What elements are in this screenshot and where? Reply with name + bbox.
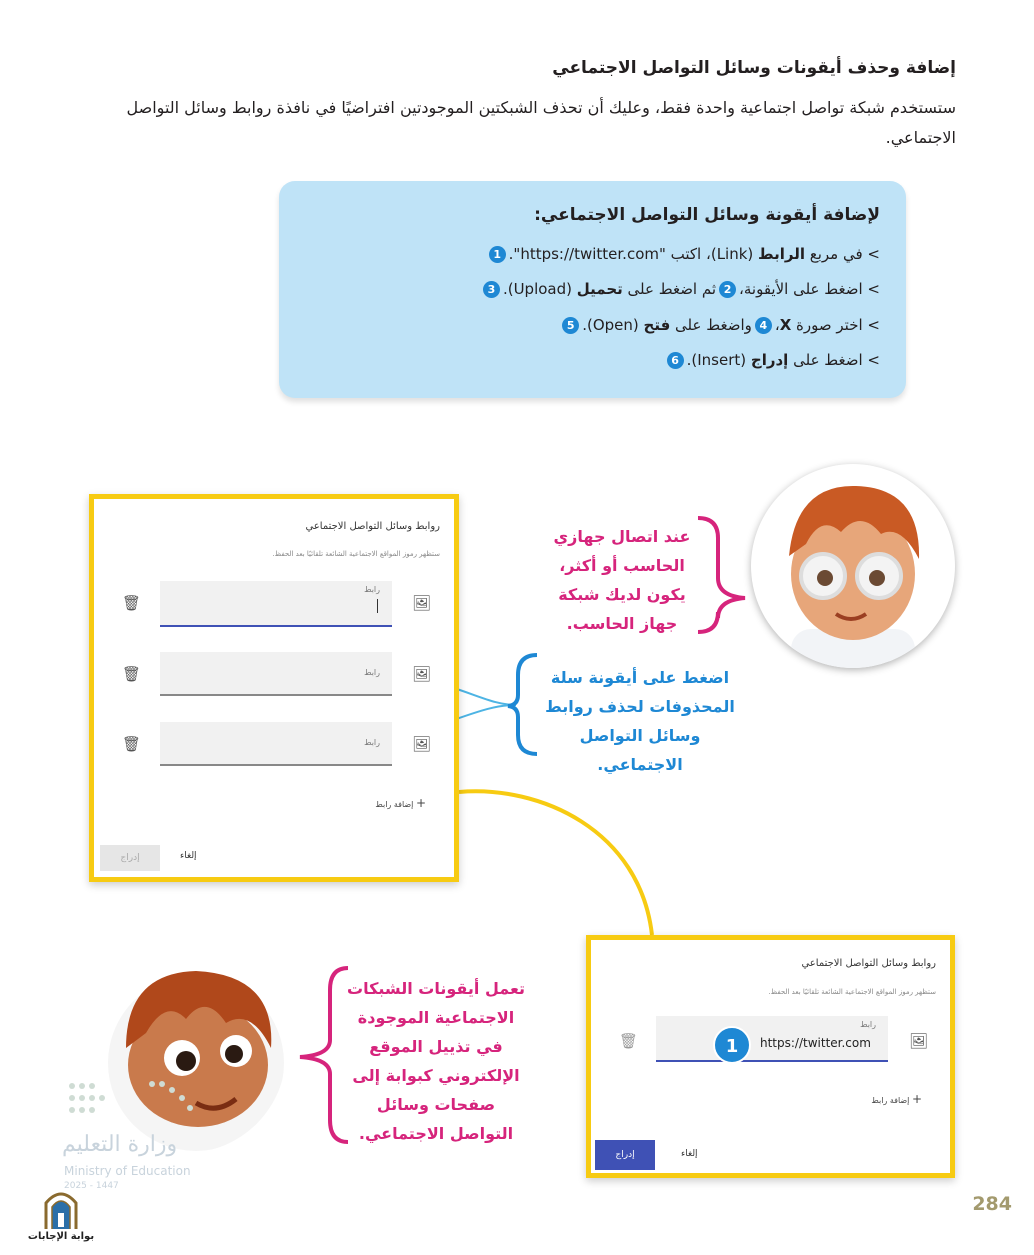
field-label: رابط — [364, 585, 380, 594]
boy-character-glasses — [751, 464, 955, 668]
field-label: رابط — [860, 1020, 876, 1029]
dialog-subtitle: ستظهر رموز المواقع الاجتماعية الشائعة تلقائيًا بعد الحفظ. — [272, 550, 440, 558]
callout-network: عند اتصال جهازي الحاسب أو أكثر، يكون لديك شبكة جهاز الحاسب. — [553, 527, 691, 633]
link-field-1[interactable] — [160, 581, 392, 627]
field-label: رابط — [364, 738, 380, 747]
trash-icon[interactable]: 🗑 — [122, 735, 142, 753]
dialog-title: روابط وسائل التواصل الاجتماعي — [801, 958, 936, 969]
ministry-name-arabic: وزارة التعليم — [62, 1132, 178, 1157]
portal-gate-icon — [22, 1185, 100, 1231]
instruction-step-1: > في مربع الرابط (Link)، اكتب "https://twitter.com".1 — [486, 245, 880, 263]
dialog-subtitle: ستظهر رموز المواقع الاجتماعية الشائعة تلقائيًا بعد الحفظ. — [768, 988, 936, 996]
add-link-label: إضافة رابط — [871, 1096, 910, 1105]
page-number: 284 — [972, 1193, 1012, 1215]
trash-icon[interactable]: 🗑 — [122, 594, 142, 612]
add-link-button[interactable] — [871, 1092, 922, 1106]
social-links-dialog-filled — [586, 935, 955, 1178]
insert-button[interactable]: إدراج — [100, 845, 160, 871]
field-label: رابط — [364, 668, 380, 677]
link-field-twitter[interactable] — [656, 1016, 888, 1062]
instructions-title: لإضافة أيقونة وسائل التواصل الاجتماعي: — [534, 205, 880, 225]
step-number-badge: 3 — [483, 281, 500, 298]
add-image-icon[interactable]: 🖼 — [909, 1032, 929, 1050]
add-link-label: إضافة رابط — [375, 800, 414, 809]
link-field-2[interactable] — [160, 652, 392, 696]
ministry-watermark — [62, 1076, 262, 1201]
add-image-icon[interactable]: 🖼 — [412, 665, 432, 683]
callout-delete: اضغط على أيقونة سلة المحذوفات لحذف روابط وسائل التواصل الاجتماعي. — [545, 668, 735, 774]
plus-icon: + — [415, 796, 426, 810]
link-field-3[interactable] — [160, 722, 392, 766]
plus-icon: + — [911, 1092, 922, 1106]
ministry-logo-dots — [62, 1076, 202, 1131]
instruction-step-3: > اختر صورة X،4واضغط على فتح (Open).5 — [559, 316, 880, 334]
step-marker-badge: 1 — [713, 1026, 751, 1064]
instruction-step-2: > اضغط على الأيقونة،2ثم اضغط على تحميل (Upload).3 — [480, 280, 880, 298]
step-number-badge: 6 — [667, 352, 684, 369]
callout-icons: تعمل أيقونات الشبكات الاجتماعية الموجودة في تذييل الموقع الإلكتروني كبوابة إلى صفحات وسائل التواصل الاجتماعي. — [346, 979, 525, 1143]
section-heading: إضافة وحذف أيقونات وسائل التواصل الاجتماعي — [552, 58, 956, 78]
dialog-title: روابط وسائل التواصل الاجتماعي — [305, 521, 440, 532]
step-number-badge: 4 — [755, 317, 772, 334]
ministry-year: 2025 - 1447 — [64, 1181, 119, 1191]
trash-icon[interactable]: 🗑 — [619, 1032, 639, 1050]
instruction-step-4: > اضغط على إدراج (Insert).6 — [664, 351, 880, 369]
cancel-button[interactable]: إلغاء — [180, 851, 197, 861]
trash-icon[interactable]: 🗑 — [122, 665, 142, 683]
step-number-badge: 5 — [562, 317, 579, 334]
intro-paragraph: ستستخدم شبكة تواصل اجتماعية واحدة فقط، وعليك أن تحذف الشبكتين الموجودتين افتراضيًا في نافذة روابط وسائل التواصل الاجتماعي. — [126, 98, 956, 147]
insert-button[interactable]: إدراج — [595, 1140, 655, 1170]
add-image-icon[interactable]: 🖼 — [412, 735, 432, 753]
step-number-badge: 2 — [719, 281, 736, 298]
portal-label: بوابة الإجابات — [27, 1231, 95, 1242]
link-value: https://twitter.com — [760, 1036, 871, 1050]
ministry-name-english: Ministry of Education — [64, 1164, 191, 1178]
answers-portal-logo — [22, 1185, 100, 1247]
step-number-badge: 1 — [489, 246, 506, 263]
cancel-button[interactable]: إلغاء — [681, 1149, 698, 1159]
add-image-icon[interactable]: 🖼 — [412, 594, 432, 612]
add-link-button[interactable] — [375, 796, 426, 810]
text-cursor — [377, 599, 378, 613]
social-links-dialog-empty — [89, 494, 459, 882]
